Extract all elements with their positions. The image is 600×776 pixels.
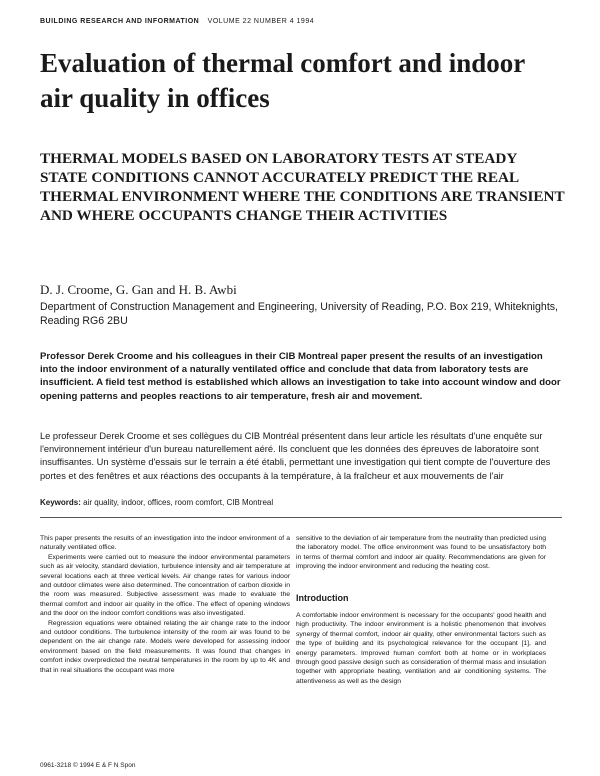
- body-paragraph: Experiments were carried out to measure the indoor environmental parameters such as air velocity, standard deviation, turbulence intensity and air temperature at several locations each at three vertical levels. Air change rates for various indoor and outdoor climates were also determined. The concentration of carbon dioxide in the room was measured. Subjective assessment was made to evaluate the thermal comfort and indoor air quality in the office. The effect of opening windows and the door on the indoor comfort conditions was also investigated.: [40, 553, 290, 618]
- section-heading-introduction: Introduction: [296, 592, 349, 603]
- keywords-text: air quality, indoor, offices, room comfort, CIB Montreal: [83, 498, 274, 507]
- body-column-right: [296, 534, 546, 769]
- keywords: [40, 498, 273, 507]
- body-paragraph: Regression equations were obtained relating the air change rate to the indoor and outdoor conditions. The turbulence intensity of the room air was found to be dependent on the air change rate. Models were developed for assessing indoor environment based on the field measurements. It was found that changes in comfort index overpredicted the neutral temperatures in the room by up to 4K and that in real situations the occupant was more: [40, 619, 290, 674]
- keywords-label: Keywords:: [40, 498, 81, 507]
- running-head: [40, 18, 560, 25]
- abstract-french: Le professeur Derek Croome et ses collègues du CIB Montréal présentent dans leur article les résultats d'une enquête sur l'environnement intérieur d'un bureau naturellement aéré. Ils concluent que les données des épreuves de laboratoire sont insuffisantes. Un système d'essais sur le terrain a été établi, permettant une investigation qui tient compte de l'ouverture des portes et des fenêtres et aux réactions des occupants à la température, à la fraîcheur et aux mouvements de l'air: [40, 431, 551, 481]
- article-title: Evaluation of thermal comfort and indoor air quality in offices: [40, 48, 525, 113]
- body-paragraph: This paper presents the results of an investigation into the indoor environment of a naturally ventilated office.: [40, 535, 290, 552]
- divider: [40, 517, 562, 518]
- abstract-english: Professor Derek Croome and his colleagues in their CIB Montreal paper present the results of an investigation into the indoor environment of a naturally ventilated office and conclude that data from laboratory tests are insufficient. A field test method is established which allows an investigation to take into account window and door opening patterns and peoples reactions to air temperature, fresh air and movement.: [40, 351, 561, 402]
- volume-info: VOLUME 22 NUMBER 4 1994: [207, 18, 315, 25]
- body-paragraph: sensitive to the deviation of air temperature from the neutrality than predicted using the laboratory model. The office environment was found to be unsatisfactory both in terms of thermal comfort and indoor air quality. Recommendations are given for improving the indoor environment and reducing the heating cost.: [296, 535, 546, 571]
- journal-name: BUILDING RESEARCH AND INFORMATION: [40, 18, 200, 25]
- body-paragraph: A comfortable indoor environment is necessary for the occupants' good health and high productivity. The indoor environment is a holistic phenomenon that involves synergy of thermal comfort, indoor air quality, other environmental factors such as the type of building and its psychological relevance for the occupant [1], and energy parameters. Improved human comfort both at home or in workplaces through good passive design such as consideration of thermal mass and insulation together with appropriate heating, ventilation and air conditioning systems. The attentiveness as well as the design: [296, 612, 546, 685]
- body-column-left: [40, 534, 290, 759]
- article-subtitle: THERMAL MODELS BASED ON LABORATORY TESTS AT STEADY STATE CONDITIONS CANNOT ACCURATELY PREDICT THE REAL THERMAL ENVIRONMENT WHERE THE CONDITIONS ARE TRANSIENT AND WHERE OCCUPANTS CHANGE THEIR ACTIVITIES: [40, 150, 565, 224]
- affiliation: Department of Construction Management and Engineering, University of Reading, P.O. Box 219, Whiteknights, Reading RG6 2BU: [40, 301, 559, 327]
- copyright-footer: 0961-3218 © 1994 E & F N Spon: [40, 762, 136, 769]
- authors: D. J. Croome, G. Gan and H. B. Awbi: [40, 282, 237, 297]
